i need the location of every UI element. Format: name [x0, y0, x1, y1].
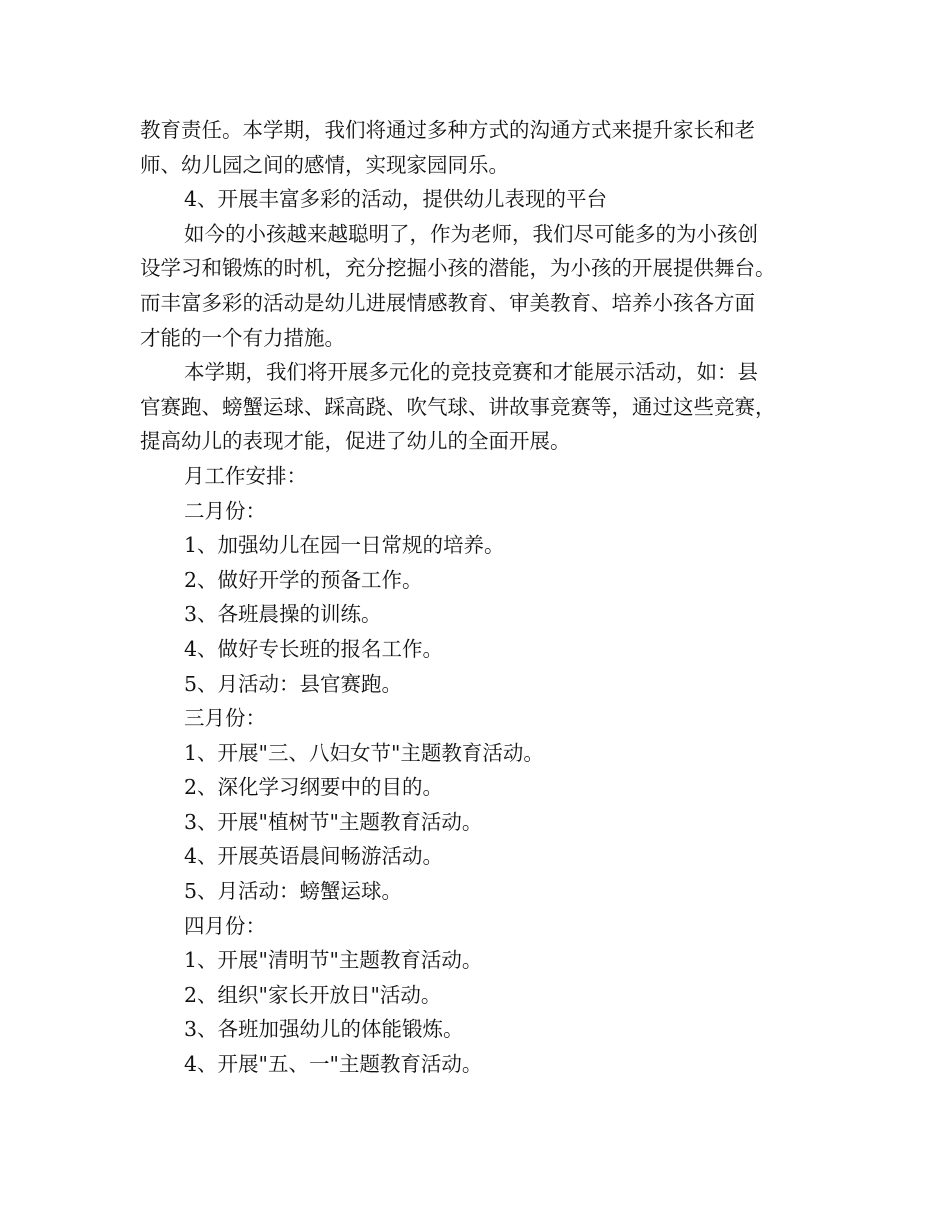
list-item: 1、加强幼儿在园一日常规的培养。: [184, 533, 505, 558]
list-item: 1、开展"清明节"主题教育活动。: [184, 948, 483, 973]
text-line: 如今的小孩越来越聪明了，作为老师，我们尽可能多的为小孩创: [184, 221, 758, 246]
month-heading-february: 二月份：: [184, 498, 266, 523]
list-item: 1、开展"三、八妇女节"主题教育活动。: [184, 740, 544, 765]
text-line: 设学习和锻炼的时机，充分挖掘小孩的潜能，为小孩的开展提供舞台。: [140, 256, 776, 281]
list-item: 2、组织"家长开放日"活动。: [184, 982, 442, 1007]
list-item: 2、做好开学的预备工作。: [184, 567, 423, 592]
text-line: 教育责任。本学期，我们将通过多种方式的沟通方式来提升家长和老: [140, 118, 755, 142]
text-line: 官赛跑、螃蟹运球、踩高跷、吹气球、讲故事竞赛等，通过这些竞赛，: [140, 394, 776, 419]
list-item: 4、开展英语晨间畅游活动。: [184, 844, 444, 869]
list-item: 4、做好专长班的报名工作。: [184, 636, 444, 661]
month-heading-march: 三月份：: [184, 706, 266, 731]
list-item: 2、深化学习纲要中的目的。: [184, 775, 444, 800]
month-heading-april: 四月份：: [184, 913, 266, 938]
list-item: 4、开展"五、一"主题教育活动。: [184, 1052, 483, 1077]
list-item: 5、月活动：螃蟹运球。: [184, 879, 403, 904]
section-heading: 4、开展丰富多彩的活动，提供幼儿表现的平台: [184, 187, 608, 212]
text-line: 师、幼儿园之间的感情，实现家园同乐。: [140, 152, 509, 177]
list-item: 5、月活动：县官赛跑。: [184, 671, 403, 696]
text-line: 而丰富多彩的活动是幼儿进展情感教育、审美教育、培养小孩各方面: [140, 290, 755, 315]
list-item: 3、各班加强幼儿的体能锻炼。: [184, 1017, 464, 1042]
text-line: 提高幼儿的表现才能，促进了幼儿的全面开展。: [140, 429, 571, 454]
text-line: 才能的一个有力措施。: [140, 325, 345, 350]
list-item: 3、各班晨操的训练。: [184, 602, 382, 627]
list-item: 3、开展"植树节"主题教育活动。: [184, 809, 483, 834]
schedule-heading: 月工作安排：: [184, 463, 307, 488]
text-line: 本学期，我们将开展多元化的竞技竞赛和才能展示活动，如：县: [184, 360, 758, 385]
document-body: [140, 113, 830, 1082]
